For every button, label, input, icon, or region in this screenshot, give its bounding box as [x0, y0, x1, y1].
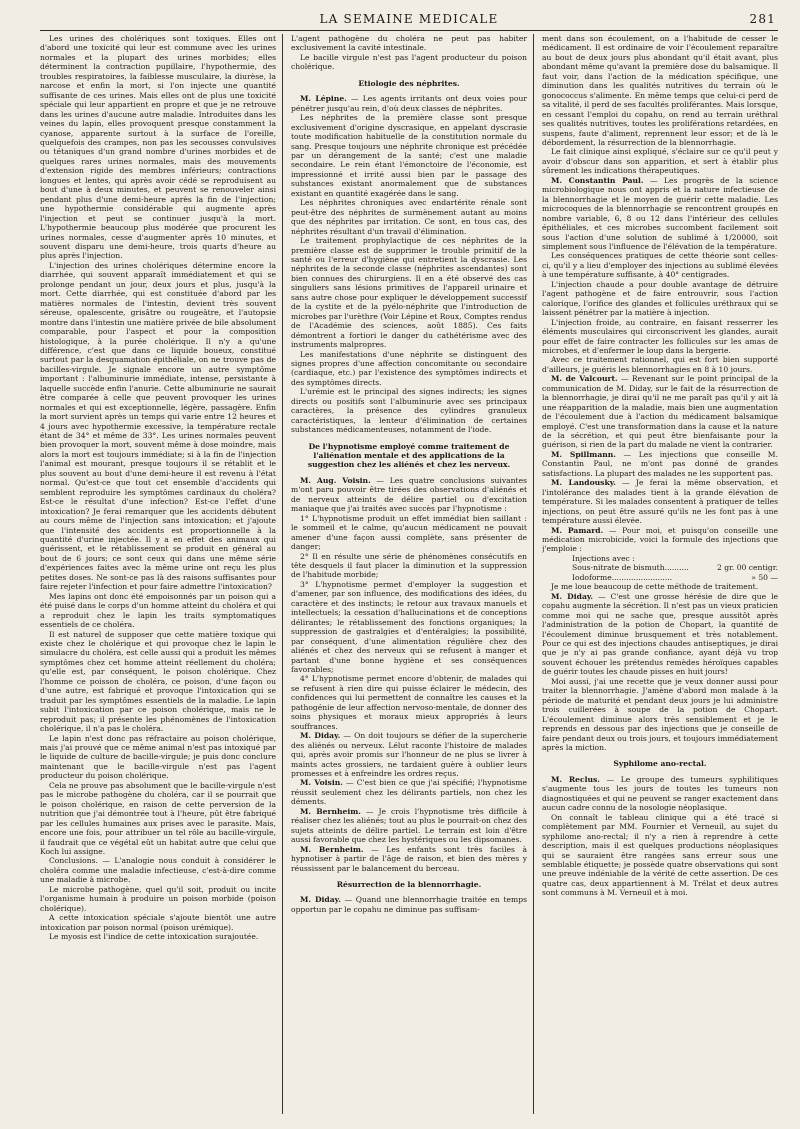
paragraph: Le microbe pathogène, quel qu'il soit, produit ou incite l'organisme humain à produire un poison morbide (poison cholérique).: [40, 884, 276, 913]
paragraph: [542, 582, 778, 591]
prescription-heading: Injections avec :: [572, 553, 635, 563]
paragraph-text: 2° Il en résulte une série de phénomènes consécutifs en tête desquels il faut placer la diminution et la suppression de l'habitude morbide;: [291, 551, 527, 580]
paragraph-text: 3° L'hypnotisme permet d'employer la suggestion et d'amener, par son influence, des modifications des idées, du caractère et des instincts; le retour aux travaux manuels et intellectuels; la cessation d'hallucinations et de conceptions délirantes; le rétablissement des fonctions organiques; la suppression de gastralgies et d'entéralgies; la possibilité, par conséquent, d'une alimentation régulière chez des aliénés et chez des nerveux qui se refusent à manger et partant d'une bonne hygiène et ses conséquences favorables;: [291, 579, 527, 674]
paragraph-text: 1° L'hypnotisme produit un effet immédiat bien saillant : le sommeil et le calme, qu'aucun médicament ne pouvait amener d'une façon aussi complète, sans présenter de danger;: [291, 513, 527, 552]
paragraph: [291, 807, 527, 845]
paragraph-text: Je me loue beaucoup de cette méthode de traitement.: [551, 582, 759, 592]
paragraph: Mes lapins ont donc été empoisonnés par un poison qui a été puisé dans le corps d'un homme atteint du choléra et qui a reproduit chez le lapin les traits symptomatiques essentiels de ce choléra.: [40, 591, 276, 630]
header-rule: [40, 30, 778, 31]
paragraph: [291, 514, 527, 552]
paragraph: [542, 813, 778, 898]
paragraph: [542, 374, 778, 450]
paragraph-text: — Les quatre conclusions suivantes m'ont paru pouvoir être tirées des observations d'aliénés et de nerveux atteints de délire partiel ou d'excitation maniaque que j'ai traités avec succès par l'hypnotisme :: [291, 475, 527, 514]
paragraph: Conclusions. — L'analogie nous conduit à considérer le choléra comme une maladie infectieuse, c'est-à-dire comme une maladie à microbe.: [40, 856, 276, 885]
paragraph: [542, 526, 778, 554]
paragraph: [542, 775, 778, 813]
paragraph-text: ment dans son écoulement, on a l'habitude de cesser le médicament. Il est ordinaire de voir l'écoulement reparaître au bout de deux jours plus abondant qu'il était avant, plus abondant même qu'avant la première dose du balsamique. Il faut voir, dans l'action de la médication spécifique, une diminution dans les qualités nutritives du terrain où le gonococcus s'alimente. En même temps que celui-ci perd de sa vitalité, il perd de ses facultés proliférantes. Mais lorsque, en cessant l'emploi du copahu, on rend au terrain uréthral ses qualités nutritives, toutes les proliférations retardées, en suspens, faute d'aliment, reprennent leur essor; et de là le débordement, la résurrection de la blennorrhagie.: [542, 34, 778, 147]
running-header: [40, 12, 778, 30]
paragraph-text: — On doit toujours se défier de la supercherie des aliénés ou nerveux. Lélut raconte l'histoire de malades qui, après avoir promis sur l'honneur de ne plus se livrer à maints actes grossiers, ne tardaient guère à oublier leurs promesses et à enfreindre les ordres reçus.: [291, 731, 527, 778]
paragraph-text: — C'est une grosse hérésie de dire que le copahu augmente la sécrétion. Il n'est pas un vieux praticien comme moi qui ne sache que, presque aussitôt après l'administration de la potion de Chopart, la quantité de l'écoulement diminue brusquement et très notablement. Pour ce qui est des injections chaudes antiseptiques, je dirai que je n'y ai pas grande confiance, ayant déjà vu trop souvent échouer les prétendus remèdes héroïques capables de guérir toutes les chaude pisses en huit jours!: [542, 591, 778, 677]
speaker-name: M. Voisin.: [300, 778, 343, 788]
paragraph: [542, 355, 778, 374]
paragraph-text: — Pour moi, et puisqu'on conseille une médication microbicide, voici la formule des injections que j'emploie :: [542, 525, 778, 554]
speaker-name: M. Aug. Voisin.: [300, 475, 371, 485]
paragraph: [291, 198, 527, 236]
page-number: 281: [749, 12, 776, 26]
paragraph-text: On connaît le tableau clinique qui a été tracé si complètement par MM. Fournier et Verneuil, au sujet du syphilome ano-rectal; il n'y a rien à reprendre à cette description, mais il est quelques productions néoplasiques qui se sauraient être rangées sans erreur sous une semblable étiquette; je possède quatre observations qui sont une preuve indéniable de la vérité de cette assertion. De ces quatre cas, deux appartiennent à M. Trélat et deux autres sont communs à M. Verneuil et à moi.: [542, 812, 778, 898]
paragraph-text: Les néphrites chroniques avec endartérite rénale sont peut-être des néphrites de surmènement autant au moins que des néphrites par irritation. Ce sont, en tous cas, des néphrites résultant d'un travail d'élimination.: [291, 198, 527, 236]
prescription-dose: 2 gr. 00 centigr.: [717, 563, 778, 573]
paragraph-text: Moi aussi, j'ai une recette que je veux donner aussi pour traiter la blennorrhagie. J'amène d'abord mon malade à la période de maturité et pendant deux jours je lui administre trois cuillerées à soupe de la potion de Chopart. L'écoulement diminue alors très sensiblement et je le reprends en dessous par des injections que je conseille de faire pendant deux ou trois jours, et toujours immédiatement après la miction.: [542, 676, 778, 752]
paragraph-text: Avec ce traitement rationnel, qui est fort bien supporté d'ailleurs, je guéris les blennorrhagies en 8 à 10 jours.: [542, 355, 778, 374]
paragraph: [291, 476, 527, 514]
paragraph-text: Les manifestations d'une néphrite se distinguent des signes propres d'une affection concomitante ou secondaire (cardiaque, etc.) par l'existence des symptômes indirects et des symptômes directs.: [291, 349, 527, 387]
paragraph-text: — Je crois l'hypnotisme très difficile à réaliser chez les aliénés; tout au plus le pourrait-on chez des sujets atteints de délire partiel. Le terrain est loin d'être aussi favorable que chez les hystériques ou les dipsomanes.: [291, 806, 527, 845]
paragraph: [291, 387, 527, 434]
paragraph: [542, 34, 778, 147]
paragraph-text: — Les enfants sont très faciles à hypnotiser à partir de l'âge de raison, et bien des mères y réussissent par le balancement du berceau.: [291, 844, 527, 873]
paragraph: [291, 674, 527, 731]
paragraph: Les urines des cholériques sont toxiques. Elles ont d'abord une toxicité qui leur est commune avec les urines normales et la plupart des urines morbides; elles déterminent la contraction pupillaire, l'hypothermie, des troubles respiratoires, la faiblesse musculaire, la diurèse, la narcose et enfin la mort, si l'on injecte une quantité suffisante de ces urines. Mais elles ont de plus une toxicité spéciale qui leur appartient en propre et que je ne retrouve dans les urines d'aucune autre maladie. Introduites dans les veines du lapin, elles provoquent presque constamment la cyanose, apparente surtout à la surface de l'oreille, quelquefois des crampes, non pas les secousses convulsives ou tétaniques d'un grand nombre d'urines morbides et de quelques rares urines normales, mais des mouvements d'extension rigide des membres inférieurs; contractions longues et lentes, qui après avoir cédé se reproduisent au bout d'une à deux minutes, et peuvent se renouveler ainsi pendant plus d'une demi-heure après la fin de l'injection; une hypothermie considérable qui augmente après l'injection et peut se continuer jusqu'à la mort. L'hypothermie beaucoup plus modérée que procurent les urines normales, cesse d'augmenter après 10 minutes, et souvent disparu une demi-heure, trois quarts d'heure au plus après l'injection.: [40, 34, 276, 261]
paragraph: [291, 895, 527, 914]
paragraph-text: Les néphrites de la première classe sont presque exclusivement d'origine dyscrasique, en appelant dyscrasie toute modification habituelle de la constitution normale du sang. Presque toujours une néphrite chronique est précédée par un dérangement de la santé; c'est une maladie secondaire. Le rein étant l'émonctoire de l'économie, est impressionné et irrité aussi bien par le passage des substances existant anormalement que de substances existant en quantité exagérée dans le sang.: [291, 113, 527, 198]
prescription-line: [542, 573, 778, 582]
section-heading: Résurrection de la blennorrhagie.: [336, 879, 482, 889]
paragraph: A cette intoxication spéciale s'ajoute bientôt une autre intoxication par poison normal (poison urémique).: [40, 913, 276, 932]
column-right: [542, 34, 778, 1114]
paragraph: [542, 677, 778, 753]
speaker-name: M. Landousky.: [551, 478, 616, 488]
paragraph: [542, 251, 778, 279]
speaker-name: M. Diday.: [300, 895, 341, 905]
paragraph-text: — Revenant sur le point principal de la communication de M. Diday, sur le fait de la résurrection de la blennorrhagie, je dirai qu'il ne me paraît pas qu'il y ait là une réapparition de la maladie, mais bien une augmentation de l'écoulement due à l'action du médicament balsamique employé. C'est une transformation dans la cause et la nature de la sécrétion, et qui peut être bienfaisante pour la guérison, si rien de la part du malade ne vient la contrarier.: [542, 374, 778, 450]
paragraph: Cela ne prouve pas absolument que le bacille-virgule n'est pas le microbe pathogène du choléra, car il se pourrait que le poison cholérique, en raison de cette perversion de la nutrition que j'ai démontrée tout à l'heure, pût être fabriqué par les cellules humaines aux prises avec le parasite. Mais, encore une fois, pour attribuer un tel rôle au bacille-virgule, il faudrait que ce végétal eût un habitat autre que celui que Koch lui assigne.: [40, 780, 276, 856]
paragraph: [542, 280, 778, 318]
paragraph: [291, 236, 527, 349]
paragraph-text: — Quand une blennorrhagie traitée en temps opportun par le copahu ne diminue pas suffisam-: [291, 895, 528, 914]
paragraph-text: L'urémie est le principal des signes indirects; les signes directs ou positifs sont l'albuminurie avec ses principaux caractères, la présence des cylindres granuleux caractéristiques, la lenteur d'élimination de certaines substances médicamenteuses, notamment de l'iode.: [291, 387, 527, 435]
speaker-name: M. Diday.: [300, 731, 341, 741]
paragraph: [291, 113, 527, 198]
paragraph-text: — C'est bien ce que j'ai spécifié; l'hypnotisme réussit seulement chez les délirants partiels, non chez les déments.: [291, 778, 527, 807]
column-left: [40, 34, 283, 1114]
speaker-name: M. Bernheim.: [300, 844, 364, 854]
speaker-name: M. Reclus.: [551, 774, 600, 784]
paragraph-text: 4° L'hypnotisme permet encore d'obtenir, de malades qui se refusent à rien dire qui puisse éclairer le médecin, des confidences qui lui permettent de connaître les causes et la pathogénie de leur affection nervoso-mentale, de donner des soins physiques et moraux mieux appropriés à leurs souffrances.: [291, 674, 527, 731]
prescription-ingredient: Iodoforme.........................: [572, 572, 673, 582]
text-columns: [40, 34, 778, 1114]
section-heading: Syphilome ano-rectal.: [613, 759, 707, 769]
paragraph: L'agent pathogène du choléra ne peut pas habiter exclusivement la cavité intestinale.: [291, 34, 527, 53]
paragraph-text: Les conséquences pratiques de cette théorie sont celles-ci, qu'il y a lieu d'employer des injections au sublimé élevées à une température suffisante, à 40° centigrades.: [542, 251, 778, 280]
speaker-name: M. de Valcourt.: [551, 374, 618, 384]
paragraph: [291, 94, 527, 113]
column-middle: [291, 34, 534, 1114]
paragraph: [291, 350, 527, 388]
paragraph: [542, 176, 778, 252]
paragraph-text: — Je ferai la même observation, et l'intolérance des malades tient à la grande élévation de température. Si les malades consentent à pratiquer de telles injections, on peut être assuré qu'ils ne les font pas à une température aussi élevée.: [542, 478, 778, 526]
section-heading: Etiologie des néphrites.: [358, 78, 460, 88]
paragraph: [291, 731, 527, 778]
paragraph: L'injection des urines cholériques détermine encore la diarrhée, qui souvent apparaît immédiatement et qui se prolonge pendant un jour, deux jours et plus, jusqu'à la mort. Cette diarrhée, qui est constituée d'abord par les matières normales de l'intestin, devient très souvent séreuse, opalescente, grisâtre ou rougeâtre, et l'autopsie montre dans l'intestin une matière privée de bile absolument comparable, pour l'aspect et pour la composition histologique, à la purée cholérique. Il n'y a qu'une différence, c'est que dans ce liquide boueux, constitué surtout par la desquamation épithéliale, on ne trouve pas de bacilles-virgule. Je signale encore un autre symptôme important : l'albuminurie immédiate, intense, persistante à laquelle succède enfin l'anurie. Cette albuminurie ne saurait être comparée à celle que peuvent provoquer les urines normales et qui est exceptionnelle, légère, passagère. Enfin la mort survient après un temps qui varie entre 12 heures et 4 jours avec hypothermie excessive, la température rectale étant de 34° et même de 33°. Les urines normales peuvent bien provoquer la mort, souvent même à dose moindre, mais alors la mort est toujours immédiate; si à la fin de l'injection l'animal est mourant, presque toujours il se rétablit et le plus souvent au bout d'une demi-heure il est revenu à l'état normal. Qu'est-ce que tout cet ensemble d'accidents qui semblent reproduire les symptômes cardinaux du choléra? Est-ce le résultat d'une infection? Est-ce l'effet d'une intoxication? Je ferai remarquer que les accidents débutent au cours même de l'injection sans intoxication; et j'ajoute que l'intensité des accidents est proportionnelle à la quantité d'urine injectée. Il y a en effet des animaux qui guérissent, et le rétablissement se produit en général au bout de 6 jours; ce sont ceux qui dans une même série d'expériences faites avec la même urine ont reçu les plus petites doses. Ne sont-ce pas là des raisons suffisantes pour faire rejeter l'infection et pour faire admettre l'intoxication?: [40, 260, 276, 592]
paragraph-text: — Les agents irritants ont deux voies pour pénétrer jusqu'au rein, d'où deux classes de néphrites.: [291, 94, 527, 113]
paragraph-text: Le fait clinique ainsi expliqué, s'éclaire sur ce qu'il peut y avoir d'obscur dans son apparition, et sert à établir plus sûrement les indications thérapeutiques.: [542, 147, 778, 176]
paragraph: [291, 552, 527, 580]
speaker-name: M. Bernheim.: [300, 806, 361, 816]
speaker-name: M. Spillmann.: [551, 449, 616, 459]
paragraph: Le myosis est l'indice de cette intoxication surajoutée.: [49, 932, 259, 942]
paragraph: [542, 318, 778, 356]
speaker-name: M. Lépine.: [300, 94, 347, 104]
paragraph: Le bacille virgule n'est pas l'agent producteur du poison cholérique.: [291, 52, 527, 72]
paragraph-text: Le traitement prophylactique de ces néphrites de la première classe est de supprimer le trouble primitif de la santé ou l'erreur d'hygiène qui entretient la dyscrasie. Les néphrites de la seconde classe (néphrites ascendantes) sont bien connues des chirurgiens. Il en a été observé des cas singuliers sans lésions primitives de l'appareil urinaire et sans autre chose pour expliquer le développement successif de la cystite et de la pyélo-néphrite que l'introduction de microbes par l'urèthre (Voir Lépine et Roux, Comptes rendus de l'Académie des sciences, août 1885). Ces faits démontrent a fortiori le danger du cathétérisme avec des instruments malpropres.: [291, 236, 527, 350]
paragraph: [542, 450, 778, 478]
paragraph: [291, 845, 527, 873]
speaker-name: M. Diday.: [551, 591, 594, 601]
paragraph-text: L'injection chaude a pour double avantage de détruire l'agent pathogène et de faire entrouvrir, sous l'action calorique, l'orifice des glandes et follicules uréthraux qui se laissent pénétrer par la matière à injection.: [542, 279, 778, 318]
section-heading: De l'hypnotisme employé comme traitement de l'aliénation mentale et des applications de la suggestion chez les aliénés et chez les nerveux.: [307, 441, 511, 470]
speaker-name: M. Pamard.: [551, 525, 604, 535]
paragraph-text: — Le groupe des tumeurs syphilitiques s'augmente tous les jours de toutes les tumeurs non diagnostiquées et qui ne peuvent se ranger exactement dans aucun cadre connu de la nosologie néoplasique.: [542, 774, 778, 813]
journal-title: LA SEMAINE MEDICALE: [319, 12, 499, 26]
prescription-ingredient: Sous-nitrate de bismuth..........: [572, 563, 689, 573]
paragraph-text: — Les injections que conseille M. Constantin Paul, ne m'ont pas donné de grandes satisfactions. La plupart des malades ne les supportent pas.: [542, 449, 778, 478]
paragraph: Il est naturel de supposer que cette matière toxique qui existe chez le cholérique et qui provoque chez le lapin le simulacre du choléra, est celle aussi qui a produit les mêmes symptômes chez cet homme atteint réellement du choléra; qu'elle est, par conséquent, le poison cholérique. Chez l'homme ce poisson de choléra, ce poison, d'une façon ou d'une autre, est fabriqué et provoque l'intoxication qui se traduit par les symptômes essentiels de la maladie. Le lapin subit l'intoxication par ce poison cholérique, mais ne le reproduit pas; il présente les phénomènes de l'intoxication cholérique, il n'a pas le choléra.: [40, 629, 276, 734]
paragraph: [291, 778, 527, 806]
paragraph: [291, 580, 527, 675]
paragraph-text: L'injection froide, au contraire, en faisant resserrer les éléments musculaires qui circonscrivent les glandes, aurait pour effet de faire contracter les follicules sur les amas de microbes, et d'enfermer le loup dans la bergerie.: [542, 317, 778, 355]
speaker-name: M. Constantin Paul.: [551, 175, 644, 185]
prescription-line: [542, 563, 778, 572]
paragraph: Le lapin n'est donc pas réfractaire au poison cholérique, mais j'ai prouvé que ce même animal n'est pas intoxiqué par le liquide de culture de bacille-virgule; je puis donc conclure maintenant que le bacille-virgule n'est pas l'agent producteur du poison cholérique.: [40, 733, 276, 781]
prescription-dose: » 50 —: [751, 572, 778, 582]
paragraph: [542, 147, 778, 175]
paragraph-text: — Les progrès de la science microbiologique nous ont appris et la nature infectieuse de la blennorrhagie et le moyen de guérir cette maladie. Les microcoques de la blennorrhagie se rencontrent groupés en nombre variable, 6, 8 ou 12 dans l'intérieur des cellules épithéliales, et ces microbes succombent facilement soit sous l'action d'une solution de sublimé à 1/20000, soit simplement sous l'influence de l'élévation de la température.: [542, 175, 778, 251]
paragraph: [542, 478, 778, 525]
paragraph: [542, 592, 778, 677]
